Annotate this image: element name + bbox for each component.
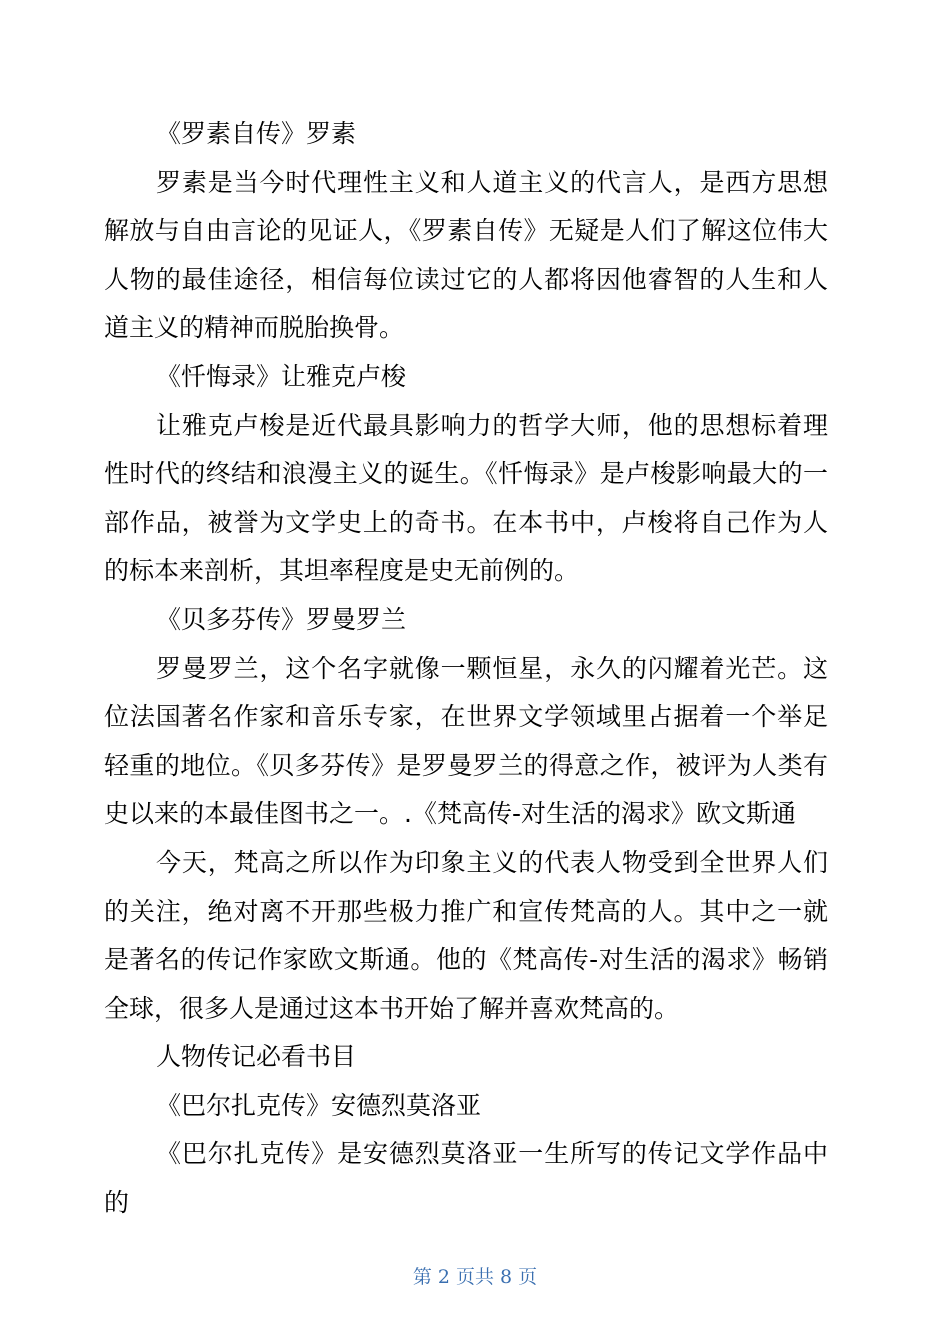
paragraph-van-gogh: 今天，梵高之所以作为印象主义的代表人物受到全世界人们的关注，绝对离不开那些极力推广和宣传梵高的人。其中之一就是著名的传记作家欧文斯通。他的《梵高传-对生活的渴求》畅销全球，很多人是通过这本书开始了解并喜欢梵高的。: [104, 847, 828, 1023]
document-body: [104, 110, 828, 1228]
book-heading-russell: 《罗素自传》罗素: [156, 119, 357, 148]
paragraph-rolland: 罗曼罗兰，这个名字就像一颗恒星，永久的闪耀着光芒。这位法国著名作家和音乐专家，在世界文学领域里占据着一个举足轻重的地位。《贝多芬传》是罗曼罗兰的得意之作，被评为人类有史以来的本最佳图书之一。.《梵高传-对生活的渴求》欧文斯通: [104, 653, 828, 829]
book-heading-beethoven: 《贝多芬传》罗曼罗兰: [156, 604, 407, 634]
section-heading: 人物传记必看书目: [156, 1042, 357, 1072]
book-heading-confessions: 《忏悔录》让雅克卢梭: [156, 361, 407, 391]
paragraph-rousseau: 让雅克卢梭是近代最具影响力的哲学大师，他的思想标着理性时代的终结和浪漫主义的诞生。《忏悔录》是卢梭影响最大的一部作品，被誉为文学史上的奇书。在本书中，卢梭将自己作为人的标本来剖析，其坦率程度是史无前例的。: [104, 410, 828, 586]
book-heading-balzac: 《巴尔扎克传》安德烈莫洛亚: [156, 1090, 482, 1120]
page-number: 第 2 页共 8 页: [412, 1266, 538, 1288]
paragraph-balzac: 《巴尔扎克传》是安德烈莫洛亚一生所写的传记文学作品中的: [104, 1139, 828, 1218]
paragraph-russell: 罗素是当今时代理性主义和人道主义的代言人，是西方思想解放与自由言论的见证人，《罗素自传》无疑是人们了解这位伟大人物的最佳途径，相信每位读过它的人都将因他睿智的人生和人道主义的精神而脱胎换骨。: [104, 167, 828, 343]
